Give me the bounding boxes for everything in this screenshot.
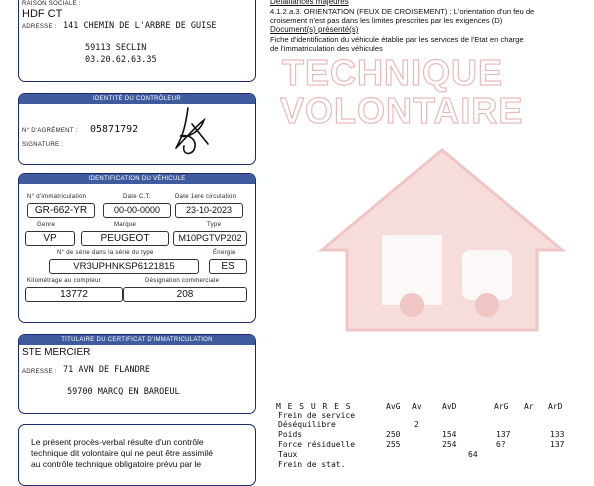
type-label: Type — [207, 222, 222, 228]
poids-arg: 137 — [496, 430, 511, 439]
defaillance-line-2: croisement n'est pas dans les limites prescrites par les exigences (D) — [270, 16, 503, 25]
watermark-line-1: TECHNIQUE — [282, 52, 504, 93]
document-line-2: de l'immatriculation des véhicules — [270, 44, 383, 53]
mesures-col-6: ArD — [548, 402, 563, 411]
force-ard: 137 — [550, 440, 565, 449]
signature-label: SIGNATURE : — [22, 142, 64, 148]
note-line-1: Le présent procès-verbal résulte d'un contrôle — [31, 437, 204, 447]
mesures-col-1: AvG — [386, 402, 401, 411]
force-avg: 255 — [386, 440, 401, 449]
serie-label: N° de série dans la série du type — [57, 250, 154, 256]
note-line-3: au contrôle technique obligatoire prévu par le — [31, 459, 202, 469]
note-line-2: technique dit volontaire qui ne peut être assimilé — [31, 448, 213, 458]
mesures-row-label-5: Taux — [278, 450, 298, 459]
km-field: 13772 — [25, 287, 123, 302]
controleur-header: IDENTITÉ DU CONTRÔLEUR — [19, 94, 255, 104]
km-label: Kilométrage au compteur — [27, 278, 101, 284]
genre-field: VP — [25, 231, 75, 246]
centre-address: 141 CHEMIN DE L'ARBRE DE GUISE — [63, 21, 217, 31]
centre-city: 59113 SECLIN — [85, 43, 147, 53]
immat-label: N° d'immatriculation — [27, 194, 87, 200]
energie-field: ES — [209, 259, 247, 274]
vehicule-header: IDENTIFICATION DU VÉHICULE — [19, 174, 255, 184]
centre-phone: 03.20.62.63.35 — [85, 55, 157, 65]
mesures-row-label-1: Frein de service — [278, 411, 356, 420]
titulaire-box — [18, 334, 256, 414]
mesures-col-2: Av — [412, 402, 422, 411]
energie-label: Énergie — [213, 250, 236, 256]
genre-label: Genre — [37, 222, 56, 228]
mesures-row-label-4: Force résiduelle — [278, 440, 356, 449]
titulaire-header: TITULAIRE DU CERTIFICAT D'IMMATRICULATION — [19, 335, 255, 345]
signature-image — [164, 104, 214, 160]
mesures-row-label-6: Frein de stat. — [278, 460, 346, 469]
defaillances-title: Défaillances majeures — [270, 0, 349, 6]
titulaire-city: 59700 MARCQ EN BAROEUL — [67, 387, 180, 397]
marque-label: Marque — [114, 222, 137, 228]
agrement-label: N° D'AGRÉMENT : — [22, 128, 78, 134]
marque-field: PEUGEOT — [81, 231, 169, 246]
defaillance-line-1: 4.1.2.a.3. ORIENTATION (FEUX DE CROISEMENT) : L'orientation d'un feu de — [270, 7, 535, 16]
mesures-col-4: ArG — [494, 402, 509, 411]
titulaire-name: STE MERCIER — [22, 347, 91, 358]
designation-label: Désignation commerciale — [145, 278, 220, 284]
poids-avd: 154 — [442, 430, 457, 439]
type-field: M10PGTVP202 — [173, 231, 247, 246]
force-arg: 6? — [496, 440, 506, 449]
document-line-1: Fiche d'identification du véhicule établie par les services de l'Etat en charge — [270, 35, 524, 44]
centre-adresse-label: ADRESSE : — [22, 24, 57, 30]
vehicule-box — [18, 173, 256, 323]
mesures-row-label-3: Poids — [278, 430, 303, 439]
note-box — [18, 424, 256, 486]
centre-name: HDF CT — [22, 8, 63, 20]
date-ct-label: Date C.T. — [123, 194, 151, 200]
titulaire-address: 71 AVN DE FLANDRE — [63, 365, 150, 375]
poids-ard: 133 — [550, 430, 565, 439]
titulaire-adresse-label: ADRESSE : — [22, 369, 57, 375]
raison-label: RAISON SOCIALE : — [22, 1, 81, 7]
mesures-row-label-2: Déséquilibre — [278, 420, 336, 429]
documents-title: Document(s) présenté(s) — [270, 25, 359, 34]
mesures-col-5: Ar — [524, 402, 534, 411]
controleur-box — [18, 93, 256, 165]
watermark — [272, 40, 582, 340]
taux-arg: 64 — [468, 450, 478, 459]
immat-field: GR-662-YR — [27, 203, 95, 218]
date-circ-field: 23-10-2023 — [175, 203, 243, 218]
force-avd: 254 — [442, 440, 457, 449]
date-ct-field: 00-00-0000 — [103, 203, 171, 218]
serie-field: VR3UPHNKSP6121815 — [49, 259, 199, 274]
deseq-av: 2 — [414, 420, 419, 429]
watermark-line-2: VOLONTAIRE — [280, 90, 524, 131]
mesures-title: M E S U R E S — [276, 402, 352, 411]
agrement-value: 05871792 — [90, 124, 139, 135]
poids-avg: 250 — [386, 430, 401, 439]
date-circ-label: Date 1ere circulation — [175, 194, 237, 200]
centre-box — [18, 0, 256, 82]
mesures-col-3: AvD — [442, 402, 457, 411]
watermark-emblem — [312, 140, 572, 340]
designation-field: 208 — [123, 287, 247, 302]
